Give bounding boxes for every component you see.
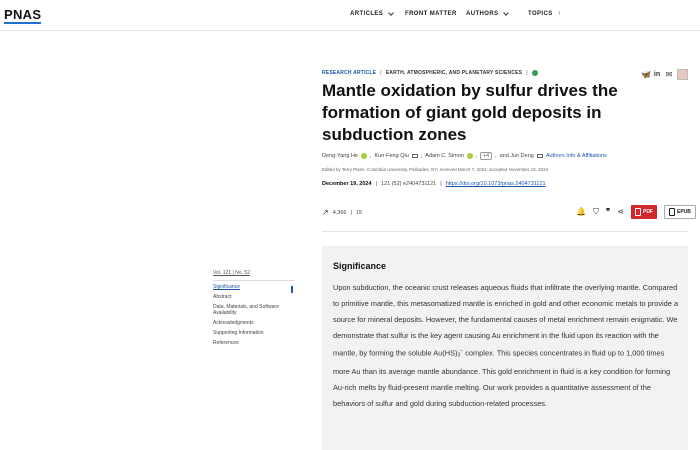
separator: | — [375, 181, 377, 187]
toc-active-indicator — [291, 286, 293, 293]
nav-authors[interactable] — [466, 11, 508, 17]
linkedin-icon[interactable]: in — [653, 70, 661, 78]
toc-volume-link[interactable]: Vol. 121 | No. 52 — [213, 270, 250, 276]
author-name[interactable]: Adam C. Simon — [425, 153, 464, 159]
bluesky-icon[interactable]: 🦋 — [641, 69, 651, 79]
article-metrics[interactable] — [322, 208, 362, 217]
author-list — [322, 152, 607, 160]
affiliations-link[interactable]: Authors Info & Affiliations — [545, 153, 607, 159]
nav-front-matter[interactable] — [405, 11, 457, 17]
separator: , — [369, 153, 372, 159]
quote-icon[interactable]: ❞ — [605, 207, 611, 216]
toc-item-acknowledgments[interactable]: Acknowledgments — [213, 320, 254, 326]
top-navigation-bar — [0, 0, 700, 31]
separator: | — [380, 70, 382, 76]
significance-text-part: Upon subduction, the oceanic crust releases aqueous fluids that infiltrate the overlying mantle. Compared to primitive mantle, this metasomatized mantle is enriched in gold and other economic metals to provide a source for mineral deposits. However, the fundamental causes of metal enrichment remain enigmatic. We demonstrate that sulfur is the key agent causing Au enrichment in the fluid upon its reaction with the mantle, by forming the soluble Au(HS) — [333, 283, 679, 358]
article-actions — [576, 205, 696, 219]
separator: | — [440, 181, 442, 187]
toc-item-significance[interactable]: Significance — [213, 284, 240, 290]
category-label[interactable]: EARTH, ATMOSPHERIC, AND PLANETARY SCIENCES — [385, 70, 523, 76]
pdf-button[interactable] — [631, 205, 657, 219]
separator: , — [475, 153, 478, 159]
volume-issue: 121 (52) e2404731121 — [380, 181, 437, 187]
article-title: Mantle oxidation by sulfur drives the formation of giant gold deposits in subduction zones — [322, 81, 618, 144]
significance-text-part: complex. This species concentrates in fluid up to 1,000 times more Au than its average mantle abundance. This gold enrichment in fluid is a key condition for forming Au-rich melts by fluid-present mantle melting. Our work provides a quantitative assessment of the behaviors of sulfur and gold during subduction-related processes. — [333, 348, 671, 408]
publication-info — [322, 181, 546, 187]
chevron-down-icon — [504, 10, 510, 16]
separator: , — [495, 153, 497, 159]
author-name[interactable]: Deng-Yang He — [322, 153, 358, 159]
document-icon — [669, 208, 675, 216]
metrics-count: 4,366 — [332, 209, 347, 216]
share-icons — [641, 69, 688, 80]
open-access-icon — [532, 70, 538, 76]
edited-by-line: Edited by Terry Plank, Columbia University, Palisades, NY; received March 7, 2024; accepted November 18, 2024 — [322, 167, 549, 172]
nav-articles[interactable] — [350, 11, 393, 17]
author-name[interactable]: and Jun Deng — [499, 153, 534, 159]
orcid-icon[interactable] — [467, 153, 473, 159]
epub-button[interactable] — [664, 205, 696, 219]
orcid-icon[interactable] — [361, 153, 367, 159]
author-name[interactable]: Kun-Feng Qiu — [374, 153, 409, 159]
citations-count: 15 — [355, 209, 363, 216]
separator: | — [526, 70, 528, 76]
bookmark-icon[interactable]: ⛉ — [592, 207, 599, 216]
publication-date: December 19, 2024 — [322, 181, 372, 187]
divider — [213, 280, 295, 281]
notification-bell-icon[interactable]: 🔔 — [576, 207, 586, 216]
document-icon — [635, 208, 641, 216]
pnas-logo[interactable]: PNAS — [4, 7, 42, 22]
significance-subscript: 3 — [457, 352, 461, 359]
toc-item-references[interactable]: References — [213, 340, 239, 346]
significance-superscript: − — [460, 347, 464, 354]
share-icon[interactable]: ⋖ — [617, 207, 624, 216]
trending-up-icon: ↗ — [322, 208, 329, 217]
logo-underline — [4, 22, 41, 24]
toc-item-supporting-information[interactable]: Supporting Information — [213, 330, 264, 336]
nav-topics[interactable] — [528, 11, 561, 17]
table-of-contents — [213, 270, 295, 350]
nav-articles-label: ARTICLES — [350, 11, 384, 17]
article-category-line — [322, 70, 538, 76]
nav-front-matter-label: FRONT MATTER — [405, 11, 457, 17]
significance-heading: Significance — [333, 261, 387, 271]
email-icon[interactable]: ✉ — [665, 69, 673, 79]
divider — [322, 231, 688, 232]
significance-section — [322, 246, 688, 450]
email-icon[interactable] — [537, 154, 543, 158]
separator: | — [350, 209, 352, 216]
nav-topics-label: TOPICS — [528, 11, 553, 17]
pdf-label: PDF — [642, 209, 653, 215]
toc-item-data-availability[interactable]: Data, Materials, and Software Availability — [213, 304, 279, 316]
epub-label: EPUB — [676, 209, 691, 215]
significance-text — [333, 280, 681, 412]
research-article-label[interactable]: RESEARCH ARTICLE — [322, 70, 377, 76]
user-avatar-icon[interactable] — [677, 69, 688, 80]
arrow-icon: ↑ — [557, 11, 562, 17]
chevron-down-icon — [388, 10, 394, 16]
doi-link[interactable]: https://doi.org/10.1073/pnas.2404731121 — [445, 181, 546, 187]
nav-authors-label: AUTHORS — [466, 11, 499, 17]
email-icon[interactable] — [412, 154, 418, 158]
toc-item-abstract[interactable]: Abstract — [213, 294, 232, 300]
more-authors-button[interactable]: +4 — [480, 152, 492, 160]
separator: , — [420, 153, 423, 159]
